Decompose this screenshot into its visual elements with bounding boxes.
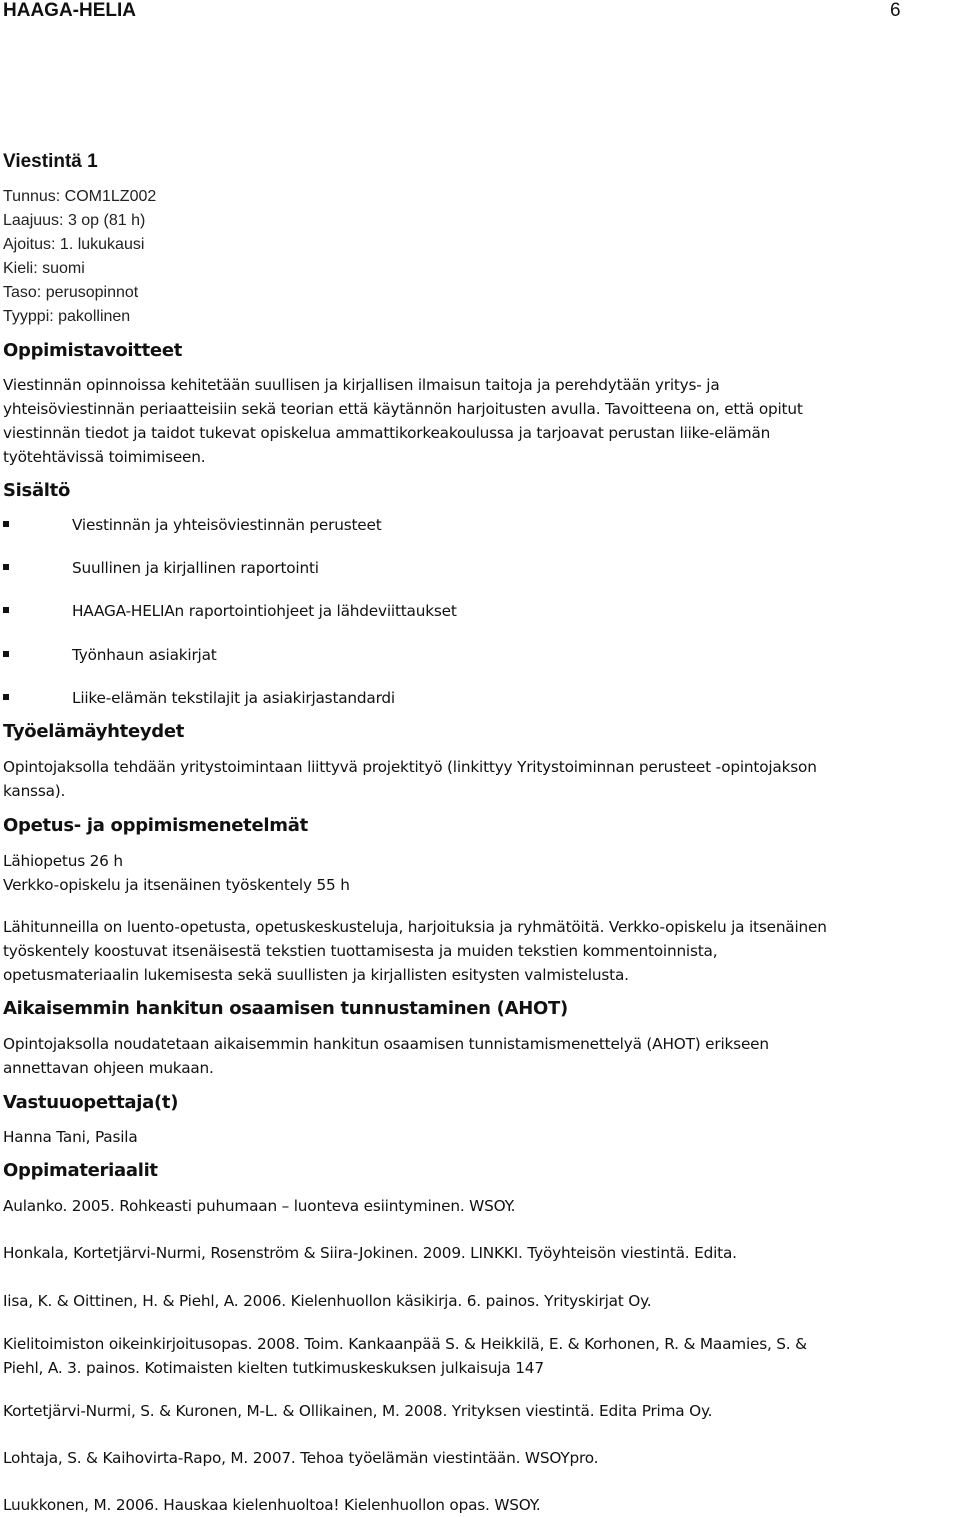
- course-title: Viestintä 1: [3, 151, 98, 172]
- reference-item: Kortetjärvi-Nurmi, S. & Kuronen, M-L. & Ollikainen, M. 2008. Yrityksen viestintä. Edita Prima Oy.: [3, 1402, 713, 1420]
- content-item-label: HAAGA-HELIAn raportointiohjeet ja lähdeviittaukset: [72, 602, 457, 620]
- methods-line: opetusmateriaalin lukemisesta sekä suullisten ja kirjallisten esitysten valmistelusta.: [3, 966, 629, 984]
- bullet-icon: [3, 521, 9, 527]
- content-item-label: Viestinnän ja yhteisöviestinnän perusteet: [72, 516, 382, 534]
- course-language: Kieli: suomi: [3, 260, 85, 277]
- teachers-heading: Vastuuopettaja(t): [3, 1092, 179, 1113]
- content-heading: Sisältö: [3, 480, 71, 501]
- methods-line: työskentely koostuvat itsenäisestä tekstien tuottamisesta ja muiden tekstien kommentoinnista,: [3, 942, 718, 960]
- bullet-icon: [3, 694, 9, 700]
- objectives-line: Viestinnän opinnoissa kehitetään suullisen ja kirjallisen ilmaisun taitoja ja perehdytään yritys- ja: [3, 376, 720, 394]
- objectives-line: työtehtävissä toimimiseen.: [3, 448, 206, 466]
- methods-heading: Opetus- ja oppimismenetelmät: [3, 815, 308, 836]
- worklife-line: Opintojaksolla tehdään yritystoimintaan liittyvä projektityö (linkittyy Yritystoiminnan perusteet -opintojakson: [3, 758, 817, 776]
- course-credits: Laajuus: 3 op (81 h): [3, 212, 146, 229]
- bullet-icon: [3, 607, 9, 613]
- course-timing: Ajoitus: 1. lukukausi: [3, 236, 145, 253]
- reference-item: Luukkonen, M. 2006. Hauskaa kielenhuoltoa! Kielenhuollon opas. WSOY.: [3, 1496, 541, 1514]
- course-code: Tunnus: COM1LZ002: [3, 188, 157, 205]
- methods-line: Lähitunneilla on luento-opetusta, opetuskeskusteluja, harjoituksia ja ryhmätöitä. Verkko-opiskelu ja itsenäinen: [3, 918, 827, 936]
- reference-item: Lohtaja, S. & Kaihovirta-Rapo, M. 2007. Tehoa työelämän viestintään. WSOYpro.: [3, 1449, 599, 1467]
- course-type: Tyyppi: pakollinen: [3, 308, 131, 325]
- reference-item-continued: Piehl, A. 3. painos. Kotimaisten kielten tutkimuskeskuksen julkaisuja 147: [3, 1359, 544, 1377]
- institution-name: HAAGA-HELIA: [3, 0, 136, 21]
- methods-hours: Verkko-opiskelu ja itsenäinen työskentely 55 h: [3, 876, 350, 894]
- objectives-line: yhteisöviestinnän periaatteisiin sekä teorian että käytännön harjoitusten avulla. Tavoitteena on, että opitut: [3, 400, 803, 418]
- methods-hours: Lähiopetus 26 h: [3, 852, 123, 870]
- content-item-label: Liike-elämän tekstilajit ja asiakirjastandardi: [72, 689, 395, 707]
- ahot-heading: Aikaisemmin hankitun osaamisen tunnustaminen (AHOT): [3, 998, 568, 1019]
- bullet-icon: [3, 651, 9, 657]
- reference-item: Iisa, K. & Oittinen, H. & Piehl, A. 2006. Kielenhuollon käsikirja. 6. painos. Yrityskirjat Oy.: [3, 1292, 652, 1310]
- ahot-line: annettavan ohjeen mukaan.: [3, 1059, 214, 1077]
- objectives-heading: Oppimistavoitteet: [3, 340, 183, 361]
- bullet-icon: [3, 564, 9, 570]
- reference-item: Aulanko. 2005. Rohkeasti puhumaan – luonteva esiintyminen. WSOY.: [3, 1197, 516, 1215]
- content-item-label: Suullinen ja kirjallinen raportointi: [72, 559, 319, 577]
- course-level: Taso: perusopinnot: [3, 284, 139, 301]
- worklife-heading: Työelämäyhteydet: [3, 721, 185, 742]
- page-number: 6: [890, 0, 901, 21]
- worklife-line: kanssa).: [3, 782, 66, 800]
- teachers-text: Hanna Tani, Pasila: [3, 1128, 138, 1146]
- content-item-label: Työnhaun asiakirjat: [72, 646, 217, 664]
- objectives-line: viestinnän tiedot ja taidot tukevat opiskelua ammattikorkeakoulussa ja tarjoavat perustan liike-elämän: [3, 424, 771, 442]
- ahot-line: Opintojaksolla noudatetaan aikaisemmin hankitun osaamisen tunnistamismenettelyä (AHOT) erikseen: [3, 1035, 769, 1053]
- reference-item: Kielitoimiston oikeinkirjoitusopas. 2008. Toim. Kankaanpää S. & Heikkilä, E. & Korhonen, R. & Maamies, S. &: [3, 1335, 807, 1353]
- reference-item: Honkala, Kortetjärvi-Nurmi, Rosenström & Siira-Jokinen. 2009. LINKKI. Työyhteisön viestintä. Edita.: [3, 1244, 737, 1262]
- materials-heading: Oppimateriaalit: [3, 1160, 158, 1181]
